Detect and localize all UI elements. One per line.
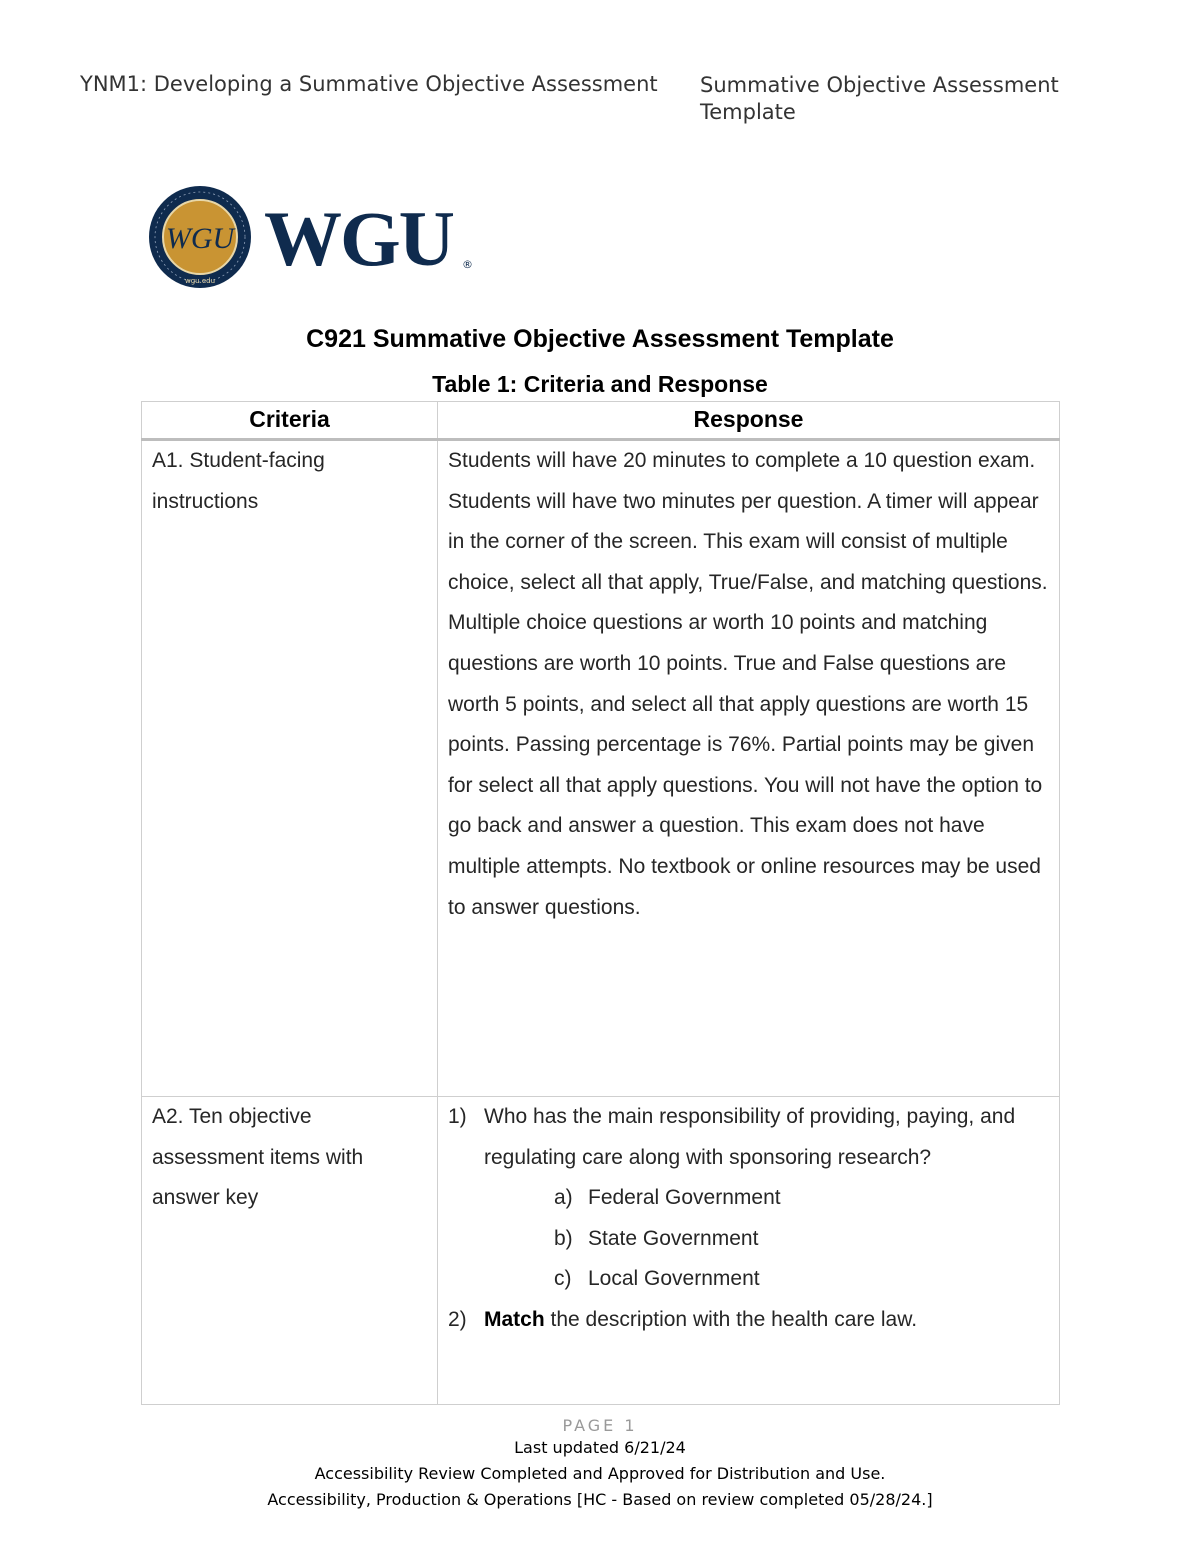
- option-letter: b): [554, 1226, 573, 1250]
- accessibility-note: Accessibility Review Completed and Approved for Distribution and Use.: [314, 1464, 886, 1483]
- wgu-seal-icon: [149, 186, 251, 288]
- running-header-course: YNM1: Developing a Summative Objective Assessment: [80, 72, 658, 96]
- accessibility-review-note: Accessibility, Production & Operations [HC - Based on review completed 05/28/24.]: [267, 1490, 933, 1509]
- wgu-logo: [146, 184, 486, 292]
- seal-monogram: WGU: [165, 222, 235, 255]
- criteria-cell: A2. Ten objective assessment items with answer key: [142, 1097, 438, 1405]
- page-number: PAGE 1: [562, 1416, 638, 1435]
- table-row: [142, 1097, 1060, 1405]
- question-item: [448, 1097, 1049, 1178]
- document-title: C921 Summative Objective Assessment Template: [306, 325, 894, 353]
- table-caption: Table 1: Criteria and Response: [432, 371, 768, 397]
- option-text: Local Government: [588, 1267, 760, 1291]
- table-row: [142, 440, 1060, 1097]
- answer-option: [554, 1178, 1049, 1219]
- question-bold-lead: Match: [484, 1307, 545, 1331]
- question-text: the description with the health care law.: [544, 1307, 918, 1331]
- option-text: State Government: [588, 1226, 759, 1250]
- criteria-response-table: [141, 401, 1060, 1405]
- option-text: Federal Government: [588, 1186, 781, 1210]
- question-item: [448, 1300, 1049, 1341]
- running-header-doc-type: Summative Objective Assessment Template: [700, 73, 1059, 124]
- response-cell: [438, 1097, 1060, 1405]
- response-header: Response: [438, 402, 1060, 440]
- response-cell: Students will have 20 minutes to complete a 10 question exam. Students will have two minutes per question. A timer will appear in the corner of the screen. This exam will consist of multiple choice, select all that apply, True/False, and matching questions. Multiple choice questions ar worth 10 points and matching questions are worth 10 points. True and False questions are worth 5 points, and select all that apply questions are worth 15 points. Passing percentage is 76%. Partial points may be given for select all that apply questions. You will not have the option to go back and answer a question. This exam does not have multiple attempts. No textbook or online resources may be used to answer questions.: [438, 440, 1060, 1097]
- answer-option: [554, 1259, 1049, 1300]
- registered-mark: ®: [462, 258, 473, 271]
- answer-option: [554, 1219, 1049, 1260]
- table-header-row: [142, 402, 1060, 440]
- wgu-wordmark: WGU: [264, 195, 453, 282]
- question-number: 2): [448, 1307, 467, 1331]
- last-updated: Last updated 6/21/24: [514, 1438, 686, 1457]
- option-letter: a): [554, 1186, 573, 1210]
- question-text: Who has the main responsibility of providing, paying, and regulating care along with sponsoring research?: [484, 1105, 1016, 1169]
- criteria-header: Criteria: [142, 402, 438, 440]
- question-number: 1): [448, 1105, 467, 1128]
- criteria-cell: A1. Student-facing instructions: [142, 440, 438, 1097]
- answer-options: [448, 1178, 1049, 1300]
- option-letter: c): [554, 1267, 572, 1291]
- seal-url: wgu.edu: [184, 277, 216, 285]
